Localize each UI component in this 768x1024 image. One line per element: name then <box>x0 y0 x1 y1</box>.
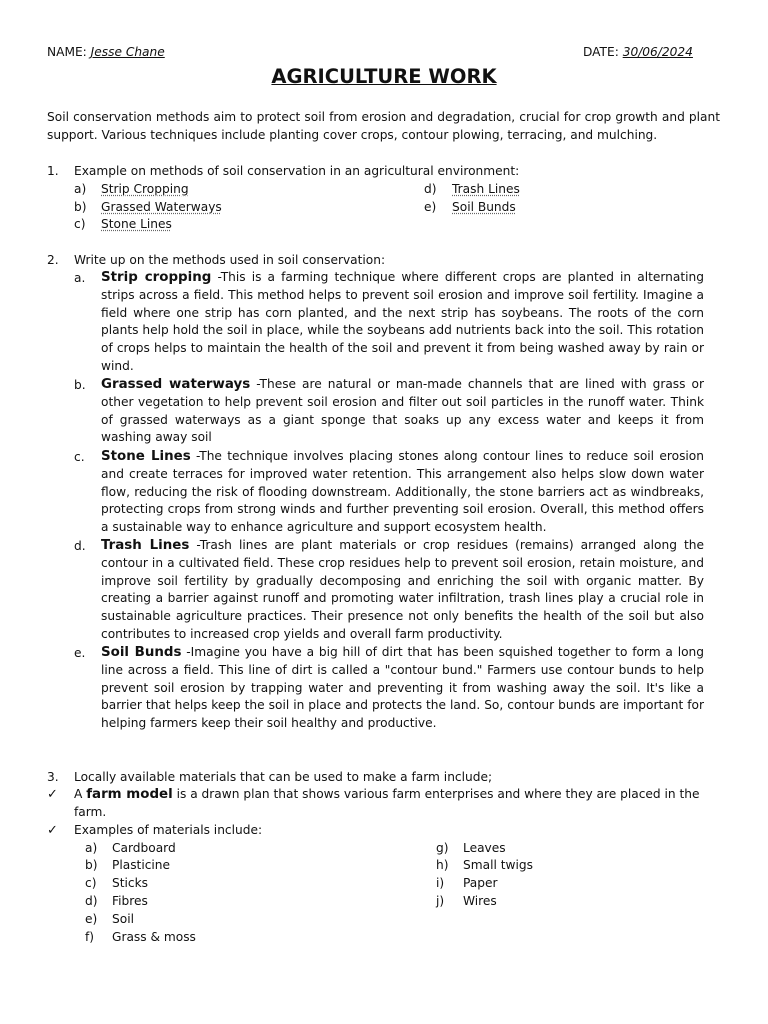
list-item: Sticks <box>112 876 149 890</box>
list-item-letter: g) <box>436 841 449 855</box>
bullet-text: is a drawn plan that shows various farm enterprises and where they are placed in the farm. <box>74 787 700 819</box>
list-item-letter: c) <box>85 876 97 890</box>
intro-paragraph: Soil conservation methods aim to protect soil from erosion and degradation, crucial for crop growth and plant support. Various techniques include planting cover crops, contour plowing, terracing, and mulching. <box>47 110 720 142</box>
item-sep: - <box>211 270 221 284</box>
q2-item-letter: d. <box>74 539 86 553</box>
item-sep: - <box>190 449 200 463</box>
item-term: Trash Lines <box>101 538 190 553</box>
q2-item-grassed-waterways <box>101 376 704 447</box>
list-item-letter: e) <box>424 200 437 214</box>
item-term: Soil Bunds <box>101 645 182 660</box>
list-item: Leaves <box>463 841 506 855</box>
list-item-letter: i) <box>436 876 445 890</box>
item-body: Imagine you have a big hill of dirt that has been squished together to form a long line across a field. This line of dirt is called a "contour bund." Farmers use contour bunds to help prevent soil erosion by trapping water and preventing it from washing away the soil. It's like a barrier that helps keep the soil in place and protects the land. So, contour bunds are important for helping farmers keep their soil healthy and productive. <box>101 645 704 731</box>
item-body: Trash lines are plant materials or crop residues (remains) arranged along the contour in a cultivated field. These crop residues help to prevent soil erosion, retain moisture, and improve soil fertility by gradually decomposing and enriching the soil with organic matter. By creating a barrier against runoff and promoting water infiltration, trash lines play a crucial role in sustainable agriculture practices. Their presence not only benefits the health of the soil but also contributes to increased crop yields and overall farm productivity. <box>101 538 704 641</box>
list-item: Stone Lines <box>101 217 172 231</box>
q2-item-letter: a. <box>74 271 86 285</box>
bullet-text: A <box>74 787 87 801</box>
list-item: Small twigs <box>463 858 533 872</box>
q2-item-letter: b. <box>74 378 86 392</box>
list-item: Soil <box>112 912 134 926</box>
list-item-letter: a) <box>85 841 98 855</box>
q3-bullet-farm-model <box>74 786 714 822</box>
list-item: Grassed Waterways <box>101 200 222 214</box>
list-item: Grass & moss <box>112 930 196 944</box>
date-field <box>583 44 693 62</box>
list-item-letter: c) <box>74 217 86 231</box>
list-item: Fibres <box>112 894 148 908</box>
list-item-letter: j) <box>436 894 445 908</box>
item-body: These are natural or man-made channels that are lined with grass or other vegetation to help prevent soil erosion and filter out soil particles in the runoff water. Think of grassed waterways as a giant sponge that soaks up any excess water and keeps it from washing away soil <box>101 377 704 445</box>
list-item: Strip Cropping <box>101 182 189 196</box>
list-item-letter: b) <box>85 858 98 872</box>
date-value: 30/06/2024 <box>622 45 693 59</box>
q2-item-soil-bunds <box>101 644 704 733</box>
q1-number: 1. <box>47 164 59 178</box>
list-item: Plasticine <box>112 858 171 872</box>
q2-item-letter: e. <box>74 646 86 660</box>
item-term: Grassed waterways <box>101 377 251 392</box>
check-icon: ✓ <box>47 823 58 838</box>
item-term: Stone Lines <box>101 449 191 464</box>
q2-item-stone-lines <box>101 448 704 537</box>
item-sep: - <box>250 377 260 391</box>
list-item-letter: f) <box>85 930 95 944</box>
q3-bullet-examples: Examples of materials include: <box>74 823 263 837</box>
name-value: Jesse Chane <box>90 45 165 59</box>
page-title: AGRICULTURE WORK <box>271 65 497 88</box>
list-item-letter: d) <box>85 894 98 908</box>
name-label: NAME: <box>47 45 87 59</box>
q3-number: 3. <box>47 770 59 784</box>
list-item-letter: b) <box>74 200 87 214</box>
list-item-letter: e) <box>85 912 98 926</box>
list-item: Paper <box>463 876 498 890</box>
item-term: farm model <box>86 787 173 802</box>
item-term: Strip cropping <box>101 270 212 285</box>
q1-text: Example on methods of soil conservation in an agricultural environment: <box>74 164 520 178</box>
list-item: Wires <box>463 894 497 908</box>
date-label: DATE: <box>583 45 619 59</box>
list-item-letter: h) <box>436 858 449 872</box>
q2-number: 2. <box>47 253 59 267</box>
item-sep: - <box>181 645 191 659</box>
list-item: Trash Lines <box>452 182 520 196</box>
list-item: Cardboard <box>112 841 176 855</box>
q3-text: Locally available materials that can be used to make a farm include; <box>74 770 493 784</box>
q2-text: Write up on the methods used in soil conservation: <box>74 253 386 267</box>
q2-item-strip-cropping <box>101 269 704 376</box>
item-body: This is a farming technique where different crops are planted in alternating strips across a field. This method helps to prevent soil erosion and improve soil fertility. Imagine a field where one strip has corn planted, and the next strip has soybeans. The roots of the corn plants help hold the soil in place, while the soybeans add nutrients back into the soil. This rotation of crops helps to maintain the health of the soil and prevent it from being washed away by rain or wind. <box>101 270 705 373</box>
list-item-letter: d) <box>424 182 437 196</box>
list-item: Soil Bunds <box>452 200 516 214</box>
name-field <box>47 44 165 62</box>
q2-item-trash-lines <box>101 537 704 644</box>
item-body: The technique involves placing stones along contour lines to reduce soil erosion and create terraces for improved water retention. This arrangement also helps slow down water flow, reducing the risk of flooding downstream. Additionally, the stone barriers act as windbreaks, protecting crops from strong winds and further preventing soil erosion. Overall, this method offers a sustainable way to enhance agriculture and support ecosystem health. <box>101 449 704 535</box>
q2-item-letter: c. <box>74 450 85 464</box>
item-sep: - <box>189 538 200 552</box>
list-item-letter: a) <box>74 182 87 196</box>
check-icon: ✓ <box>47 787 58 802</box>
